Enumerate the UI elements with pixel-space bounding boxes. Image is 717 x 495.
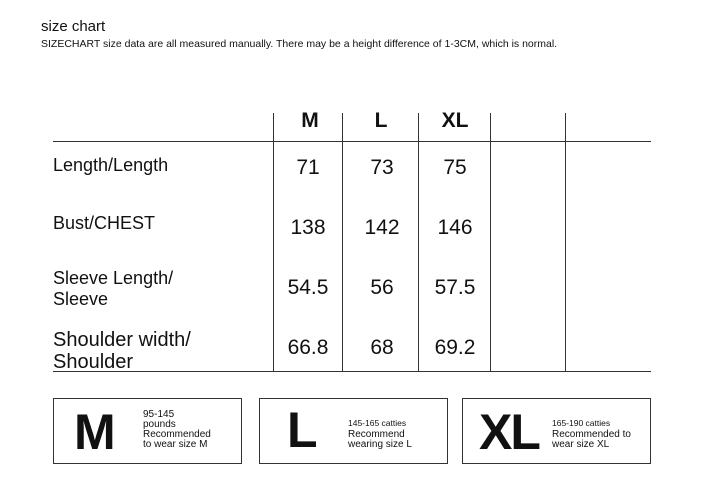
row-label-line: Bust/CHEST [53,213,156,233]
recommendation-line: Recommended [143,429,211,440]
size-letter: L [287,402,316,458]
row-label-line: Sleeve [53,289,109,309]
size-box-l [259,398,448,464]
size-recommendation [143,410,211,450]
size-letter: M [74,404,114,460]
row-label-line: Length/Length [53,155,169,175]
table-cell: 73 [370,156,394,179]
row-label-line: Shoulder [53,351,134,373]
table-cell: 57.5 [434,276,476,299]
chart-title: size chart [41,18,106,35]
size-recommendation [552,418,631,450]
table-column-divider [342,113,343,371]
recommendation-line: wearing size L [348,439,412,450]
table-cell: 142 [364,216,400,239]
row-label-line: Shoulder width/ [53,329,191,351]
table-column-divider [418,113,419,371]
table-cell: 75 [443,156,467,179]
recommendation-line: to wear size M [143,439,208,450]
row-label-sleeve [53,268,173,310]
row-label-length [53,155,168,176]
table-cell: 138 [290,216,326,239]
size-letter: XL [479,404,539,460]
column-header-m: M [301,109,319,132]
recommendation-line: pounds [143,419,176,430]
table-column-divider [565,113,566,371]
table-cell: 54.5 [287,276,329,299]
size-box-m [53,398,242,464]
table-cell: 71 [296,156,320,179]
recommendation-line: 145-165 catties [348,418,407,428]
table-cell: 66.8 [287,336,329,359]
recommendation-line: Recommend [348,429,405,440]
measurement-note: SIZECHART size data are all measured manually. There may be a height difference of 1-3CM, which is normal. [41,38,558,50]
recommendation-line: 95-145 [143,409,175,420]
recommendation-line: 165-190 catties [552,418,611,428]
table-column-divider [273,113,274,371]
row-label-bust [53,213,155,234]
recommendation-line: Recommended to [552,429,631,440]
table-header-divider [53,141,651,142]
size-box-xl [462,398,651,464]
table-column-divider [490,113,491,371]
column-header-xl: XL [441,109,469,132]
row-label-line: Sleeve Length/ [53,268,174,288]
table-cell: 69.2 [434,336,476,359]
table-cell: 56 [370,276,394,299]
column-header-l: L [374,109,388,132]
table-cell: 146 [437,216,473,239]
table-cell: 68 [370,336,394,359]
row-label-shoulder [53,329,191,373]
recommendation-line: wear size XL [552,439,610,450]
size-recommendation [348,418,412,450]
